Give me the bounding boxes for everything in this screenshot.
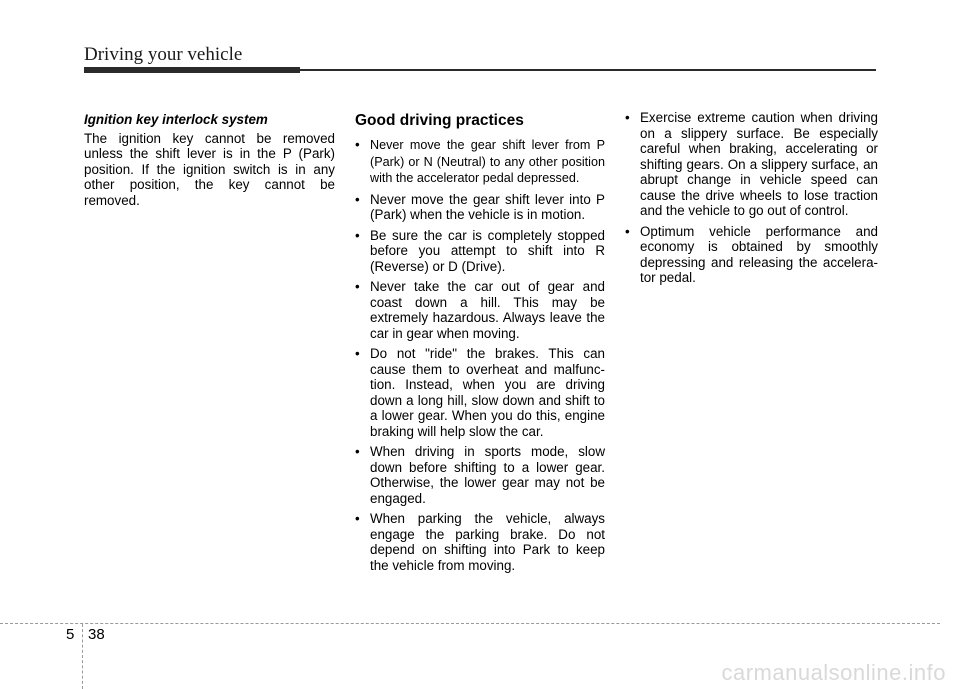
list-item [355,346,605,439]
bullet-icon: • [355,279,360,294]
list-item-text: Never move the gear shift lever from P (Park) or N (Neutral) to any other position with the accelerator pedal depressed. [370,138,605,185]
good-driving-list [355,137,605,573]
list-item [625,224,878,286]
list-item-text: When driving in sports mode, slow down before shifting to a lower gear. Otherwise, the lower gear may not be engaged. [370,444,605,506]
page-header-title: Driving your vehicle [84,44,243,65]
page-number: 38 [88,626,105,643]
list-item [355,137,605,187]
bullet-icon: • [355,444,360,459]
header-rule-thick [84,67,300,73]
good-driving-list-continued [625,110,878,286]
bullet-icon: • [355,191,360,207]
list-item [355,279,605,341]
column-left [84,112,335,208]
good-driving-title: Good driving practices [355,112,524,129]
list-item-text: Exercise extreme caution when driving on a slippery surface. Be especially careful when braking, accelerating or shifting gears. On a slippery surface, an abrupt change in vehicle speed can cause the drive wheels to lose traction and the vehicle to go out of control. [640,110,878,218]
list-item [625,110,878,219]
column-right [625,110,878,291]
list-item-text: When parking the vehicle, always engage the parking brake. Do not depend on shifting into Park to keep the vehicle from moving. [370,511,605,573]
list-item-text: Never take the car out of gear and coast down a hill. This may be extremely hazardous. Always leave the car in gear when moving. [370,279,605,341]
column-middle [355,112,605,578]
list-item [355,511,605,573]
footer-divider [0,623,940,624]
chapter-number: 5 [66,626,75,643]
bullet-icon: • [355,346,360,361]
ignition-subheading: Ignition key interlock system [84,112,268,127]
bullet-icon: • [625,110,630,125]
watermark: carmanualsonline.info [721,660,946,685]
list-item [355,444,605,506]
list-item-text: Do not "ride" the brakes. This can cause them to overheat and malfunc-tion. Instead, when you are driving down a long hill, slow down and shift to a lower gear. When you do this, engine braking will help slow the car. [370,346,605,439]
list-item-text: Never move the gear shift lever into P (Park) when the vehicle is in motion. [370,191,605,222]
bullet-icon: • [355,137,360,152]
bullet-icon: • [625,223,630,239]
list-item [355,228,605,275]
footer-page-divider [82,624,83,689]
list-item [355,192,605,223]
header-rule-thin [300,69,876,71]
bullet-icon: • [355,227,360,243]
list-item-text: Be sure the car is completely stopped before you attempt to shift into R (Reverse) or D (Drive). [370,227,605,274]
list-item-text: Optimum vehicle performance and economy is obtained by smoothly depressing and releasing the accelera-tor pedal. [640,223,878,285]
bullet-icon: • [355,511,360,526]
ignition-body: The ignition key cannot be removed unless the shift lever is in the P (Park) position. If the ignition switch is in any other position, the key cannot be removed. [84,130,335,208]
